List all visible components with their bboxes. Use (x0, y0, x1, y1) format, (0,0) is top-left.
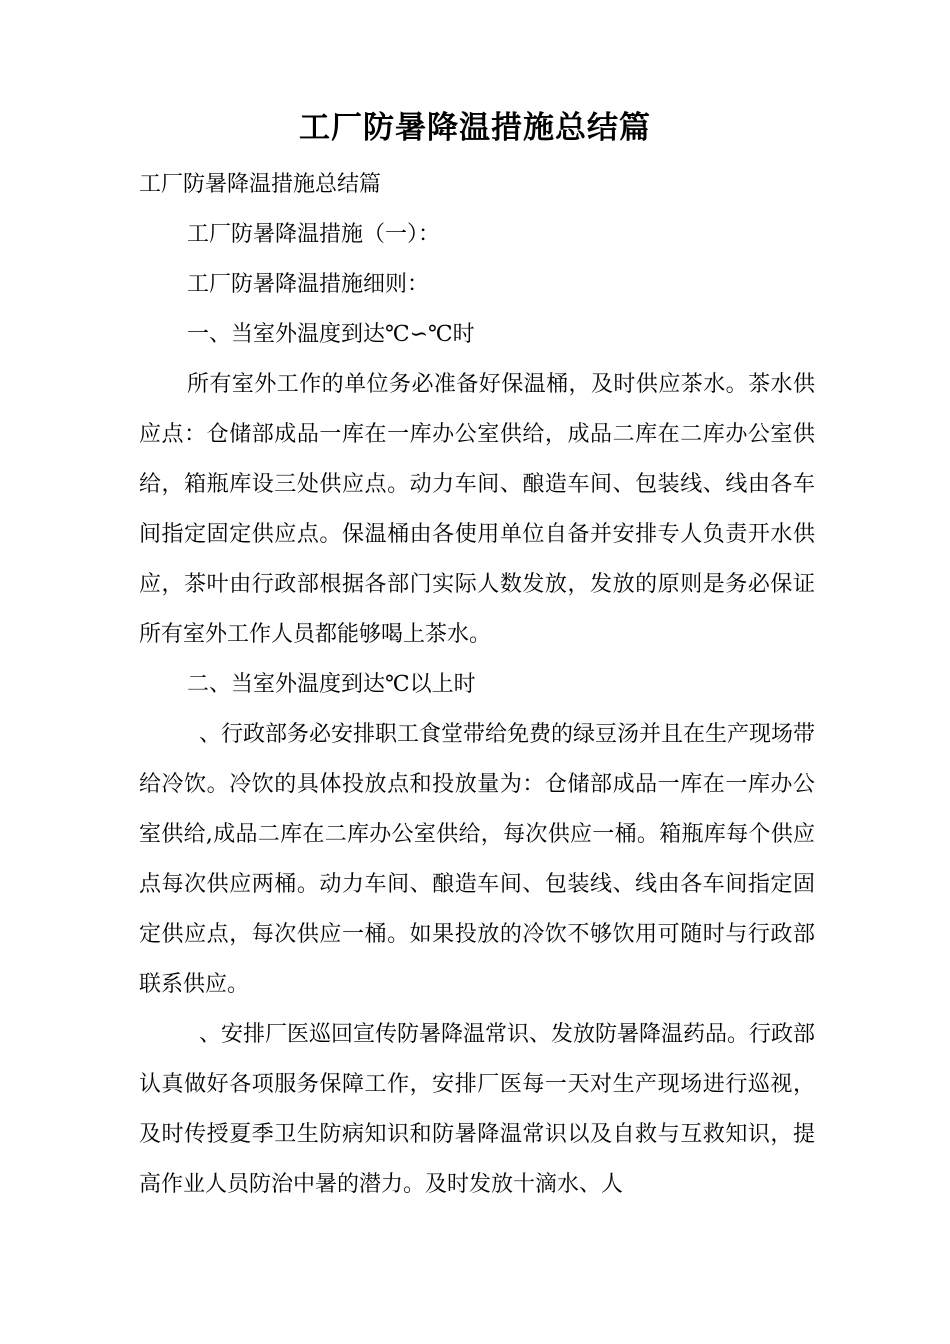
body-paragraph: 、安排厂医巡回宣传防暑降温常识、发放防暑降温药品。行政部认真做好各项服务保障工作，安排厂医每一天对生产现场进行巡视，及时传授夏季卫生防病知识和防暑降温常识以及自救与互救知识，提高作业人员防治中暑的潜力。及时发放十滴水、人 (139, 1022, 816, 1197)
section-heading: 工厂防暑降温措施细则： (187, 272, 430, 297)
document-body (139, 160, 815, 1210)
body-paragraph: 、行政部务必安排职工食堂带给免费的绿豆汤并且在生产现场带给冷饮。冷饮的具体投放点和投放量为：仓储部成品一库在一库办公室供给,成品二库在二库办公室供给，每次供应一桶。箱瓶库每个供应点每次供应两桶。动力车间、酿造车间、包装线、线由各车间指定固定供应点，每次供应一桶。如果投放的冷饮不够饮用可随时与行政部联系供应。 (139, 722, 816, 997)
clause-heading: 二、当室外温度到达℃以上时 (187, 672, 476, 697)
section-heading: 工厂防暑降温措施（一）： (187, 222, 441, 247)
subtitle-line: 工厂防暑降温措施总结篇 (139, 172, 382, 197)
document-title: 工厂防暑降温措施总结篇 (299, 110, 651, 146)
clause-heading: 一、当室外温度到达℃∽℃时 (187, 322, 475, 347)
body-paragraph: 所有室外工作的单位务必准备好保温桶，及时供应茶水。茶水供应点：仓储部成品一库在一库办公室供给，成品二库在二库办公室供给，箱瓶库设三处供应点。动力车间、酿造车间、包装线、线由各车间指定固定供应点。保温桶由各使用单位自备并安排专人负责开水供应，茶叶由行政部根据各部门实际人数发放，发放的原则是务必保证所有室外工作人员都能够喝上茶水。 (139, 372, 815, 647)
